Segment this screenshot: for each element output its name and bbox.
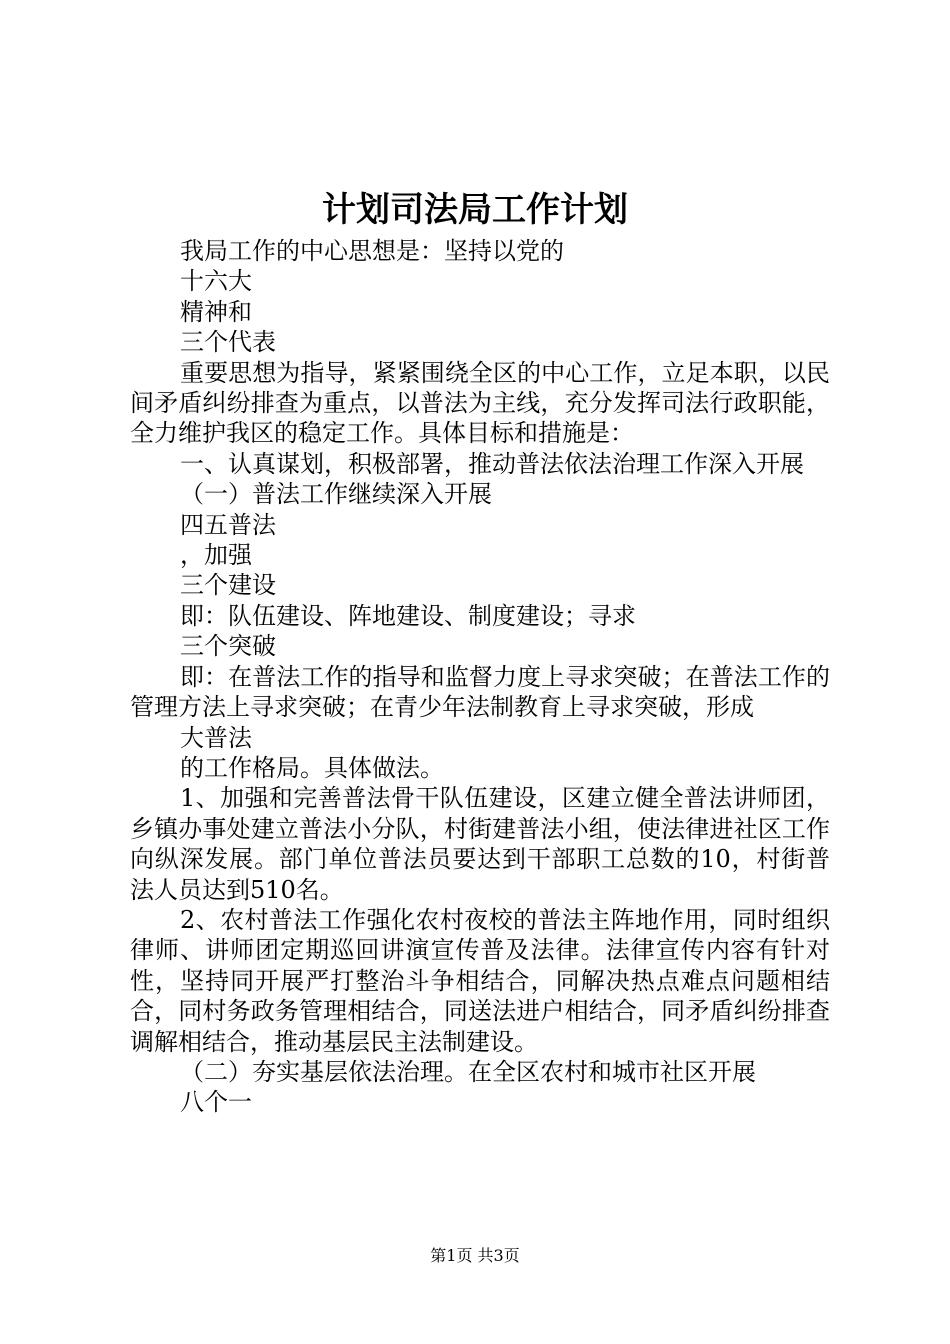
section-heading: 一、认真谋划，积极部署，推动普法依法治理工作深入开展 (180, 449, 804, 478)
paragraph: 即：队伍建设、阵地建设、制度建设；寻求 (180, 601, 636, 630)
subsection-heading: （一）普法工作继续深入开展 (180, 480, 492, 509)
subsection-heading: （二）夯实基层依法治理。在全区农村和城市社区开展 (180, 1057, 756, 1086)
paragraph: 即：在普法工作的指导和监督力度上寻求突破；在普法工作的管理方法上寻求突破；在青少年法制教育上寻求突破，形成 (130, 662, 830, 722)
paragraph-fragment: 八个一 (180, 1088, 252, 1117)
paragraph-fragment: 大普法 (180, 723, 252, 752)
document-title: 计划司法局工作计划 (322, 190, 628, 230)
paragraph: 2、农村普法工作强化农村夜校的普法主阵地作用，同时组织律师、讲师团定期巡回讲演宣传普及法律。法律宣传内容有针对性，坚持同开展严打整治斗争相结合，同解决热点难点问题相结合，同村务政务管理相结合，同送法进户相结合，同矛盾纠纷排查调解相结合，推动基层民主法制建设。 (130, 905, 830, 1056)
paragraph-fragment: 的工作格局。具体做法。 (180, 753, 444, 782)
document-body (130, 236, 830, 1118)
paragraph-fragment: 三个建设 (180, 571, 276, 600)
paragraph-fragment: 十六大 (180, 267, 252, 296)
paragraph-fragment: 三个突破 (180, 632, 276, 661)
paragraph-fragment: 精神和 (180, 297, 252, 326)
paragraph: 我局工作的中心思想是：坚持以党的 (180, 237, 564, 265)
paragraph-fragment: 三个代表 (180, 328, 276, 357)
paragraph: 重要思想为指导，紧紧围绕全区的中心工作，立足本职，以民间矛盾纠纷排查为重点，以普法为主线，充分发挥司法行政职能，全力维护我区的稳定工作。具体目标和措施是： (130, 358, 830, 448)
paragraph-fragment: 四五普法 (180, 510, 276, 539)
paragraph: 1、加强和完善普法骨干队伍建设，区建立健全普法讲师团，乡镇办事处建立普法小分队，村街建普法小组，使法律进社区工作向纵深发展。部门单位普法员要达到干部职工总数的10，村街普法人员达到510名。 (130, 784, 830, 904)
paragraph-fragment: ，加强 (180, 541, 252, 570)
page-number: 第1页 共3页 (430, 1246, 520, 1265)
